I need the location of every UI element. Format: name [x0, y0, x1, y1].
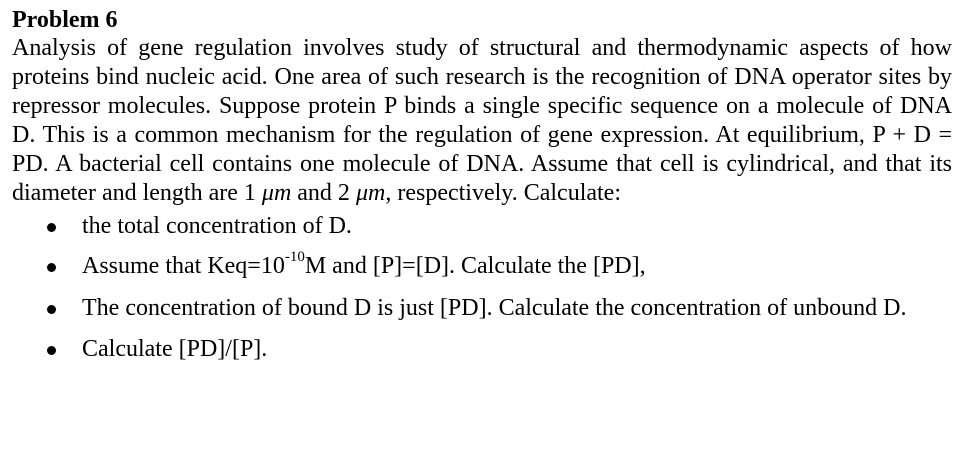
bullet-icon: [47, 346, 56, 355]
unit-micrometer-1: μm: [261, 180, 292, 206]
question-item-unbound-d: [12, 291, 952, 326]
bullet-icon: [47, 223, 56, 232]
intro-text-part1: Analysis of gene regulation involves study of structural and thermodynamic aspects of how proteins bind nucleic acid. One area of such research is the recognition of DNA operator sites by repressor molecules. Suppose protein P binds a single specific sequence on a molecule of DNA D. This is a common mechanism for the regulation of gene expression. At equilibrium, P + D = PD. A bacterial cell contains one molecule of DNA. Assume that cell is cylindrical, and that its diameter and length are 1: [12, 35, 952, 206]
bullet-icon: [47, 263, 56, 272]
problem-intro-paragraph: [12, 34, 952, 208]
question-text: the total concentration of D.: [82, 213, 352, 239]
question-text: Calculate [PD]/[P].: [82, 336, 268, 362]
intro-text-part3: , respectively. Calculate:: [385, 180, 622, 206]
question-item-total-concentration: [12, 211, 952, 241]
question-list: [12, 211, 952, 364]
exponent: -10: [284, 249, 305, 265]
intro-text-part2: and 2: [291, 180, 356, 206]
question-text: The concentration of bound D is just [PD]. Calculate the concentration of unbound D.: [82, 295, 907, 321]
question-text-post: M and [P]=[D]. Calculate the [PD],: [304, 253, 646, 279]
question-item-ratio: [12, 334, 952, 364]
bullet-icon: [47, 305, 56, 314]
question-item-pd: [12, 251, 952, 281]
problem-document: [12, 6, 952, 364]
problem-title: Problem 6: [12, 7, 118, 33]
question-text-pre: Assume that Keq=10: [82, 253, 285, 279]
unit-micrometer-2: μm: [355, 180, 386, 206]
